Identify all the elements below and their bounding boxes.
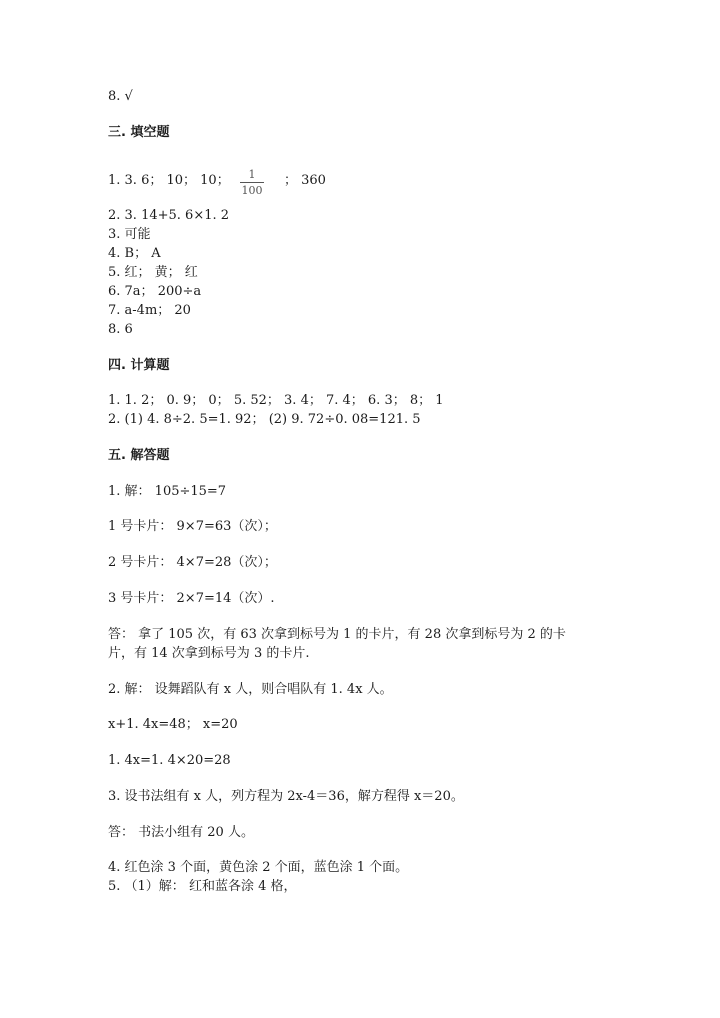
solve-answer-5: 5. （1）解： 红和蓝各涂 4 格，: [108, 879, 297, 894]
solve-answer-3: 3. 设书法组有 x 人，列方程为 2x-4＝36，解方程得 x＝20。: [108, 789, 464, 804]
solve-answer-2: 2. 解： 设舞蹈队有 x 人，则合唱队有 1. 4x 人。: [108, 682, 393, 697]
solve-answer-2-calculation: 1. 4x=1. 4×20=28: [108, 753, 231, 768]
solve-answer-4: 4. 红色涂 3 个面，黄色涂 2 个面，蓝色涂 1 个面。: [108, 860, 409, 875]
fill-answer-1-tail: ； 360: [284, 173, 326, 188]
fill-answer-3: 3. 可能: [108, 227, 151, 242]
judge-answer-8: 8. √: [108, 89, 133, 104]
fraction-denominator: 100: [241, 184, 263, 197]
calc-answer-2: 2. (1) 4. 8÷2. 5=1. 92； (2) 9. 72÷0. 08=121. 5: [108, 412, 421, 427]
solve-answer-1-card-3: 3 号卡片： 2×7=14（次）.: [108, 591, 275, 606]
calc-answer-1: 1. 1. 2； 0. 9； 0； 5. 52； 3. 4； 7. 4； 6. 3； 8； 1: [108, 393, 444, 408]
fill-answer-1: 1. 3. 6； 10； 10；: [108, 173, 230, 188]
section-4-title: 四. 计算题: [108, 358, 170, 373]
solve-answer-1-conclusion-line-2: 片，有 14 次拿到标号为 3 的卡片.: [108, 646, 310, 661]
fraction-bar: [240, 182, 264, 183]
fill-answer-4: 4. B； A: [108, 246, 161, 261]
solve-answer-3-conclusion: 答： 书法小组有 20 人。: [108, 825, 254, 840]
solve-answer-1: 1. 解： 105÷15=7: [108, 484, 227, 499]
fill-answer-6: 6. 7a； 200÷a: [108, 284, 202, 299]
fill-answer-8: 8. 6: [108, 322, 133, 337]
solve-answer-1-card-2: 2 号卡片： 4×7=28（次）；: [108, 555, 277, 570]
section-5-title: 五. 解答题: [108, 448, 170, 463]
section-3-title: 三. 填空题: [108, 125, 170, 140]
fill-answer-7: 7. a-4m； 20: [108, 303, 191, 318]
fraction-numerator: 1: [248, 168, 256, 181]
solve-answer-1-card-1: 1 号卡片： 9×7=63（次）；: [108, 519, 277, 534]
solve-answer-2-equation: x+1. 4x=48； x=20: [108, 717, 238, 732]
fill-answer-2: 2. 3. 14+5. 6×1. 2: [108, 208, 230, 223]
fraction-1-over-100: [240, 168, 264, 197]
solve-answer-1-conclusion-line-1: 答： 拿了 105 次，有 63 次拿到标号为 1 的卡片，有 28 次拿到标号为 2 的卡: [108, 627, 566, 642]
fill-answer-5: 5. 红； 黄； 红: [108, 265, 198, 280]
